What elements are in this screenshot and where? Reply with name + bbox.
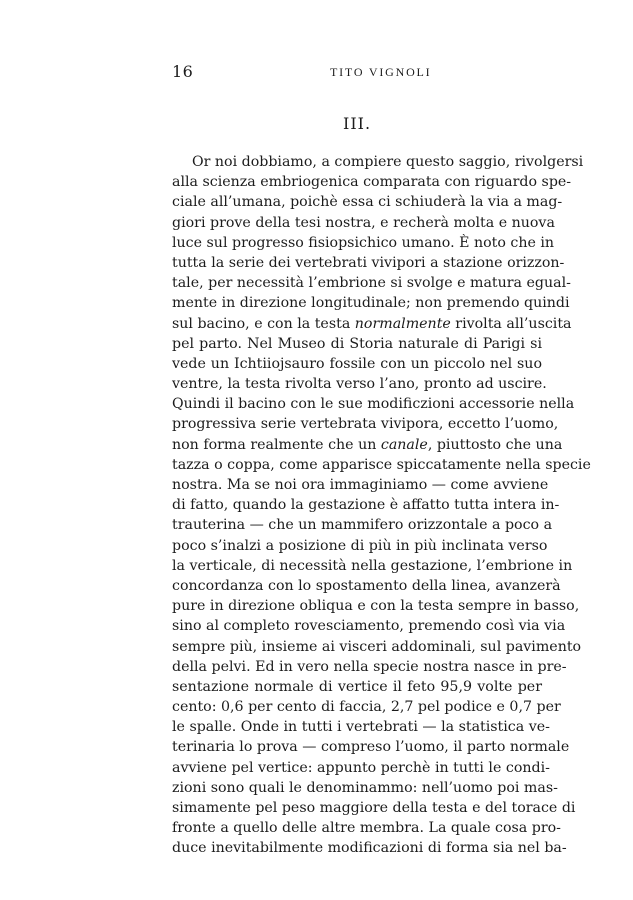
text-line: tazza o coppa, come apparisce spiccatamente nella specie <box>172 456 591 473</box>
page-header <box>172 62 542 84</box>
text-line: di fatto, quando la gestazione è affatto tutta intera in- <box>172 497 560 514</box>
text-line: Or noi dobbiamo, a compiere questo saggio, rivolgersi <box>192 154 584 170</box>
text-line: sino al completo rovesciamento, premendo così via via <box>172 618 566 635</box>
text-line: zioni sono quali le denominammo: nell’uomo poi mas- <box>172 779 558 796</box>
text-line: non forma realmente che un canale, piuttosto che una <box>172 436 563 453</box>
text-line: poco s’inalzi a posizione di più in più inclinata verso <box>172 537 548 554</box>
text-line: della pelvi. Ed in vero nella specie nostra nasce in pre- <box>172 658 567 675</box>
body-paragraph <box>172 152 591 859</box>
text-line: luce sul progresso fisiopsichico umano. È noto che in <box>172 234 555 251</box>
text-line: fronte a quello delle altre membra. La quale cosa pro- <box>172 820 561 837</box>
text-line: tale, per necessità l’embrione si svolge e matura egual- <box>172 275 571 292</box>
text-line: ventre, la testa rivolta verso l’ano, pronto ad uscire. <box>172 376 547 393</box>
text-line: le spalle. Onde in tutti i vertebrati — la statistica ve- <box>172 719 550 736</box>
text-line: nostra. Ma se noi ora immaginiamo — come avviene <box>172 477 549 493</box>
text-line: tutta la serie dei vertebrati vivipori a stazione orizzon- <box>172 254 565 271</box>
text-line: sul bacino, e con la testa normalmente rivolta all’uscita <box>172 315 572 332</box>
text-line: duce inevitabilmente modificazioni di forma sia nel ba- <box>172 840 567 857</box>
text-line: ciale all’umana, poichè essa ci schiuderà la via a mag- <box>172 194 563 211</box>
text-line: sentazione normale di vertice il feto 95,9 volte per <box>172 678 542 695</box>
running-head: TITO VIGNOLI <box>330 65 432 79</box>
text-line: sempre più, insieme ai visceri addominali, sul pavimento <box>172 638 582 655</box>
section-heading: III. <box>343 114 372 133</box>
page-number: 16 <box>172 62 194 81</box>
text-line: pel parto. Nel Museo di Storia naturale di Parigi si <box>172 335 542 352</box>
text-line: la verticale, di necessità nella gestazione, l’embrione in <box>172 557 573 574</box>
text-line: cento: 0,6 per cento di faccia, 2,7 pel podice e 0,7 per <box>172 699 561 716</box>
text-line: Quindi il bacino con le sue modificzioni accessorie nella <box>172 396 575 413</box>
text-line: alla scienza embriogenica comparata con riguardo spe- <box>172 174 572 191</box>
text-line: concordanza con lo spostamento della linea, avanzerà <box>172 577 561 594</box>
text-line: simamente pel peso maggiore della testa e del torace di <box>172 800 576 816</box>
text-line: mente in direzione longitudinale; non premendo quindi <box>172 295 570 312</box>
text-line: vede un Ichtiiojsauro fossile con un piccolo nel suo <box>172 355 542 372</box>
text-line: terinaria lo prova — compreso l’uomo, il parto normale <box>172 739 570 756</box>
text-line: giori prove della tesi nostra, e recherà molta e nuova <box>172 214 555 231</box>
text-line: avviene pel vertice: appunto perchè in tutti le condi- <box>172 759 550 776</box>
text-line: trauterina — che un mammifero orizzontale a poco a <box>172 517 553 534</box>
text-line: pure in direzione obliqua e con la testa sempre in basso, <box>172 598 580 615</box>
text-line: progressiva serie vertebrata vivipora, eccetto l’uomo, <box>172 416 559 433</box>
